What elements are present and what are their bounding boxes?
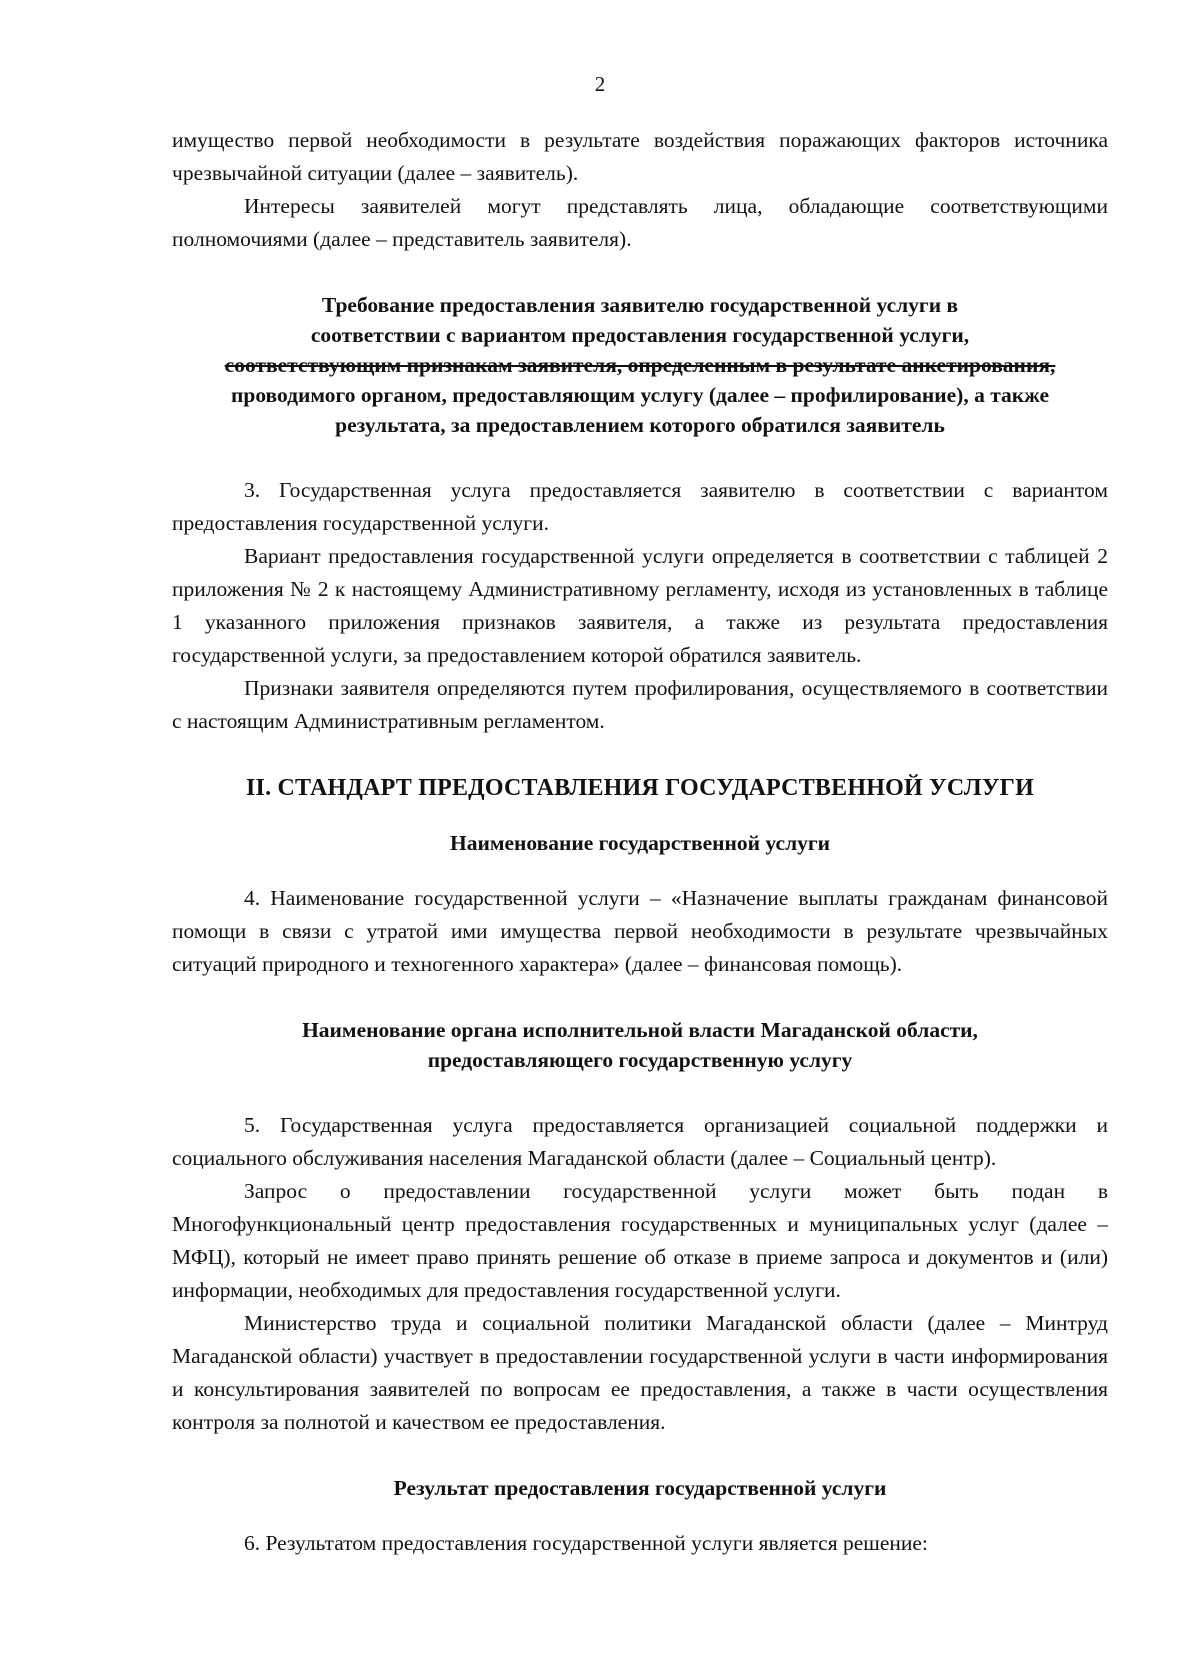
- intro-paragraph-2: Интересы заявителей могут представлять лица, обладающие соответствующими полномочиями (далее – представитель заявителя).: [172, 194, 1108, 251]
- paragraph-5-3: Министерство труда и социальной политики Магаданской области (далее – Минтруд Магаданской области) участвует в предоставлении государственной услуги в части информирования и консультирования заявителей по вопросам ее предоставления, а также в части осуществления контроля за полнотой и качеством ее предоставления.: [172, 1311, 1108, 1434]
- requirement-heading-line-3: соответствующим признакам заявителя, определенным в результате анкетирования,: [224, 353, 1056, 377]
- section-2-title: II. СТАНДАРТ ПРЕДОСТАВЛЕНИЯ ГОСУДАРСТВЕННОЙ УСЛУГИ: [245, 775, 1034, 801]
- page-number: 2: [594, 72, 606, 96]
- result-heading: Результат предоставления государственной услуги: [393, 1476, 887, 1500]
- paragraph-4: 4. Наименование государственной услуги – «Назначение выплаты гражданам финансовой помощи в связи с утратой ими имущества первой необходимости в результате чрезвычайных ситуаций природного и техногенного характера» (далее – финансовая помощь).: [172, 886, 1108, 976]
- service-name-heading: Наименование государственной услуги: [449, 831, 831, 855]
- paragraph-3: 3. Государственная услуга предоставляется заявителю в соответствии с вариантом предоставления государственной услуги.: [172, 478, 1108, 535]
- paragraph-5-2: Запрос о предоставлении государственной услуги может быть подан в Многофункциональный центр предоставления государственных и муниципальных услуг (далее – МФЦ), который не имеет право принять решение об отказе в приеме запроса и документов и (или) информации, необходимых для предоставления государственной услуги.: [172, 1179, 1108, 1302]
- document-body: [172, 124, 1108, 1560]
- paragraph-3-2: Вариант предоставления государственной услуги определяется в соответствии с таблицей 2 приложения № 2 к настоящему Административному регламенту, исходя из установленных в таблице 1 указанного приложения признаков заявителя, а также из результата предоставления государственной услуги, за предоставлением которой обратился заявитель.: [172, 544, 1108, 667]
- requirement-heading-line-4: проводимого органом, предоставляющим услугу (далее – профилирование), а также: [230, 383, 1050, 407]
- requirement-heading-line-2: соответствии с вариантом предоставления государственной услуги,: [310, 323, 970, 347]
- requirement-heading: [172, 290, 1108, 440]
- paragraph-6: 6. Результатом предоставления государственной услуги является решение:: [244, 1531, 928, 1555]
- requirement-heading-line-5: результата, за предоставлением которого обратился заявитель: [335, 413, 945, 437]
- organ-heading-line-2: предоставляющего государственную услугу: [427, 1048, 853, 1072]
- organ-heading-line-1: Наименование органа исполнительной власти Магаданской области,: [302, 1018, 978, 1042]
- paragraph-5: 5. Государственная услуга предоставляется организацией социальной поддержки и социального обслуживания населения Магаданской области (далее – Социальный центр).: [172, 1113, 1108, 1170]
- requirement-heading-line-1: Требование предоставления заявителю государственной услуги в: [321, 293, 959, 317]
- paragraph-3-3: Признаки заявителя определяются путем профилирования, осуществляемого в соответствии с настоящим Административным регламентом.: [172, 676, 1108, 733]
- intro-paragraph-1: имущество первой необходимости в результате воздействия поражающих факторов источника чрезвычайной ситуации (далее – заявитель).: [172, 128, 1108, 185]
